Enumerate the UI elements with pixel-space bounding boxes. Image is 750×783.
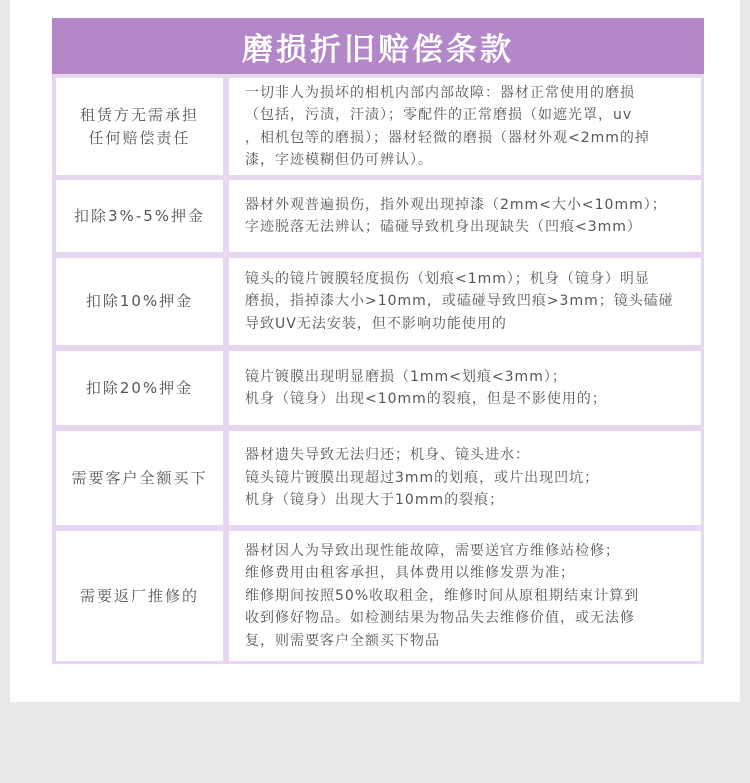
table-row <box>56 351 701 425</box>
condition-label: 扣除10%押金 <box>85 292 194 310</box>
description-line: （包括，污渍，汗渍）；零配件的正常磨损（如遮光罩，uv <box>245 107 633 123</box>
description-line: 镜片镀膜出现明显磨损（1mm<划痕<3mm）； <box>245 368 567 385</box>
description-line: 收到修好物品。如检测结果为物品失去维修价值，或无法修 <box>245 610 635 627</box>
table-row <box>56 78 701 175</box>
table-row <box>56 258 701 345</box>
condition-label: 租赁方无需承担 <box>79 105 199 124</box>
condition-label: 需要返厂推修的 <box>79 586 199 605</box>
description-line: 器材外观普遍损伤，指外观出现掉漆（2mm<大小<10mm）； <box>245 196 667 213</box>
description-cell <box>229 531 701 661</box>
description-line: 器材遗失导致无法归还；机身、镜头进水： <box>245 447 530 464</box>
description-line: 机身（镜身）出现大于10mm的裂痕； <box>245 492 505 509</box>
description-line: 漆，字迹模糊但仍可辨认）。 <box>245 152 433 168</box>
condition-cell <box>56 180 223 252</box>
description-line: 复，则需要客户全额买下物品 <box>245 632 440 649</box>
condition-cell <box>56 351 223 425</box>
condition-cell <box>56 431 223 525</box>
description-cell <box>229 351 701 425</box>
description-line: 字迹脱落无法辨认；磕碰导致机身出现缺失（凹痕<3mm） <box>245 219 642 235</box>
description-line: 镜头镜片镀膜出现超过3mm的划痕，或片出现凹坑； <box>245 469 600 486</box>
description-line: 维修期间按照50%收取租金，维修时间从原租期结束计算到 <box>245 587 640 604</box>
condition-label: 需要客户全额买下 <box>71 468 208 487</box>
condition-cell <box>56 78 223 175</box>
description-line: 导致UV无法安装，但不影响功能使用的 <box>245 315 507 332</box>
table-row <box>56 531 701 661</box>
description-line: 机身（镜身）出现<10mm的裂痕，但是不影使用的； <box>245 391 607 407</box>
description-line: 磨损，指掉漆大小>10mm，或磕碰导致凹痕>3mm；镜头磕碰 <box>245 293 674 310</box>
description-cell <box>229 78 701 175</box>
description-line: 一切非人为损坏的相机内部内部故障：器材正常使用的磨损 <box>245 84 635 101</box>
table-title: 磨损折旧赔偿条款 <box>52 18 704 74</box>
table-row <box>56 431 701 525</box>
condition-label: 扣除20%押金 <box>85 378 194 397</box>
description-cell <box>229 431 701 525</box>
table-row <box>56 180 701 252</box>
description-line: 镜头的镜片镀膜轻度损伤（划痕<1mm）；机身（镜身）明显 <box>245 270 650 287</box>
description-line: 维修费用由租客承担，具体费用以维修发票为准； <box>245 565 575 582</box>
condition-label: 扣除3%-5%押金 <box>73 206 205 225</box>
description-cell <box>229 258 701 345</box>
description-line: 器材因人为导致出现性能故障，需要送官方维修站检修； <box>245 542 620 559</box>
condition-label: 任何赔偿责任 <box>88 128 191 147</box>
condition-cell <box>56 531 223 661</box>
condition-cell <box>56 258 223 345</box>
description-cell <box>229 180 701 252</box>
description-line: ，相机包等的磨损）；器材轻微的磨损（器材外观<2mm的掉 <box>245 129 650 146</box>
